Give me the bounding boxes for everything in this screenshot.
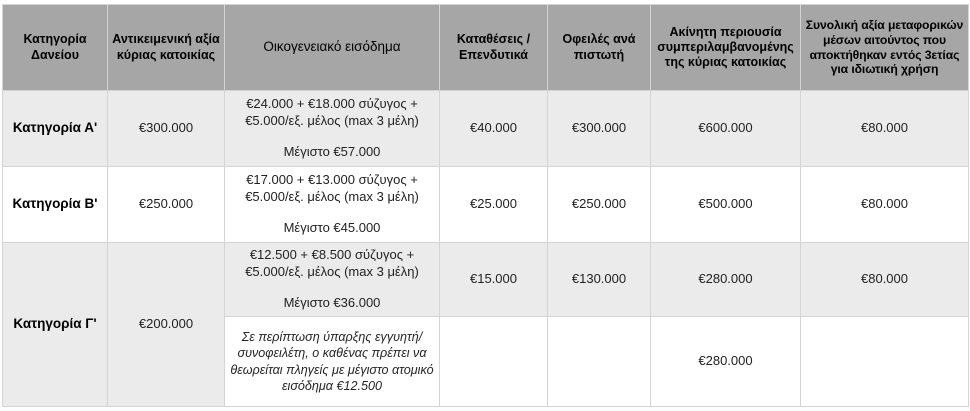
cell-family-income (225, 91, 440, 167)
cell-debts-per-creditor: €300.000 (548, 91, 651, 167)
cell-vehicles-value: €80.000 (801, 167, 969, 243)
cell-loan-category: Κατηγορία Β' (3, 167, 108, 243)
header-row (3, 5, 969, 91)
column-header-loan-category: Κατηγορία Δανείου (3, 5, 108, 91)
cell-loan-category: Κατηγορία Γ' (3, 243, 108, 407)
cell-deposits: €40.000 (440, 91, 548, 167)
cell-debts-per-creditor-empty (548, 317, 651, 407)
cell-vehicles-value-empty (801, 317, 969, 407)
cell-family-income (225, 167, 440, 243)
income-main-text: €12.500 + €8.500 σύζυγος +€5.000/εξ. μέλος (max 3 μέλη) (245, 247, 419, 280)
income-max-text: Μέγιστο €57.000 (283, 143, 381, 159)
table-header (3, 5, 969, 91)
column-header-property-value: Αντικειμενική αξία κύριας κατοικίας (108, 5, 225, 91)
loan-categories-table (2, 4, 969, 407)
cell-real-estate: €600.000 (651, 91, 801, 167)
cell-guarantor-note: Σε περίπτωση ύπαρξης εγγυητή/συνοφειλέτη, ο καθένας πρέπει να θεωρείται πληγείς με μέγιστο ατομικό εισόδημα €12.500 (225, 317, 440, 407)
column-header-real-estate: Ακίνητη περιουσία συμπεριλαμβανομένης της κύριας κατοικίας (651, 5, 801, 91)
table-body (3, 91, 969, 407)
cell-family-income (225, 243, 440, 317)
income-main-text: €17.000 + €13.000 σύζυγος +€5.000/εξ. μέλος (max 3 μέλη) (245, 172, 419, 205)
cell-deposits-empty (440, 317, 548, 407)
cell-real-estate: €280.000 (651, 243, 801, 317)
cell-vehicles-value: €80.000 (801, 243, 969, 317)
cell-property-value: €250.000 (108, 167, 225, 243)
column-header-debts-per-creditor: Οφειλές ανά πιστωτή (548, 5, 651, 91)
table-row (3, 243, 969, 317)
income-max-text: Μέγιστο €45.000 (283, 219, 381, 235)
cell-vehicles-value: €80.000 (801, 91, 969, 167)
cell-real-estate-note: €280.000 (651, 317, 801, 407)
column-header-vehicles-value: Συνολική αξία μεταφορικών μέσων αιτούντος που αποκτήθηκαν εντός 3ετίας για ιδιωτική χρήση (801, 5, 969, 91)
cell-deposits: €25.000 (440, 167, 548, 243)
column-header-family-income: Οικογενειακό εισόδημα (225, 5, 440, 91)
cell-deposits: €15.000 (440, 243, 548, 317)
column-header-deposits: Καταθέσεις / Επενδυτικά (440, 5, 548, 91)
cell-property-value: €200.000 (108, 243, 225, 407)
cell-real-estate: €500.000 (651, 167, 801, 243)
table-row (3, 91, 969, 167)
table-row (3, 167, 969, 243)
cell-loan-category: Κατηγορία Α' (3, 91, 108, 167)
cell-property-value: €300.000 (108, 91, 225, 167)
cell-debts-per-creditor: €250.000 (548, 167, 651, 243)
income-max-text: Μέγιστο €36.000 (283, 294, 381, 310)
cell-debts-per-creditor: €130.000 (548, 243, 651, 317)
income-main-text: €24.000 + €18.000 σύζυγος +€5.000/εξ. μέλος (max 3 μέλη) (245, 96, 419, 129)
